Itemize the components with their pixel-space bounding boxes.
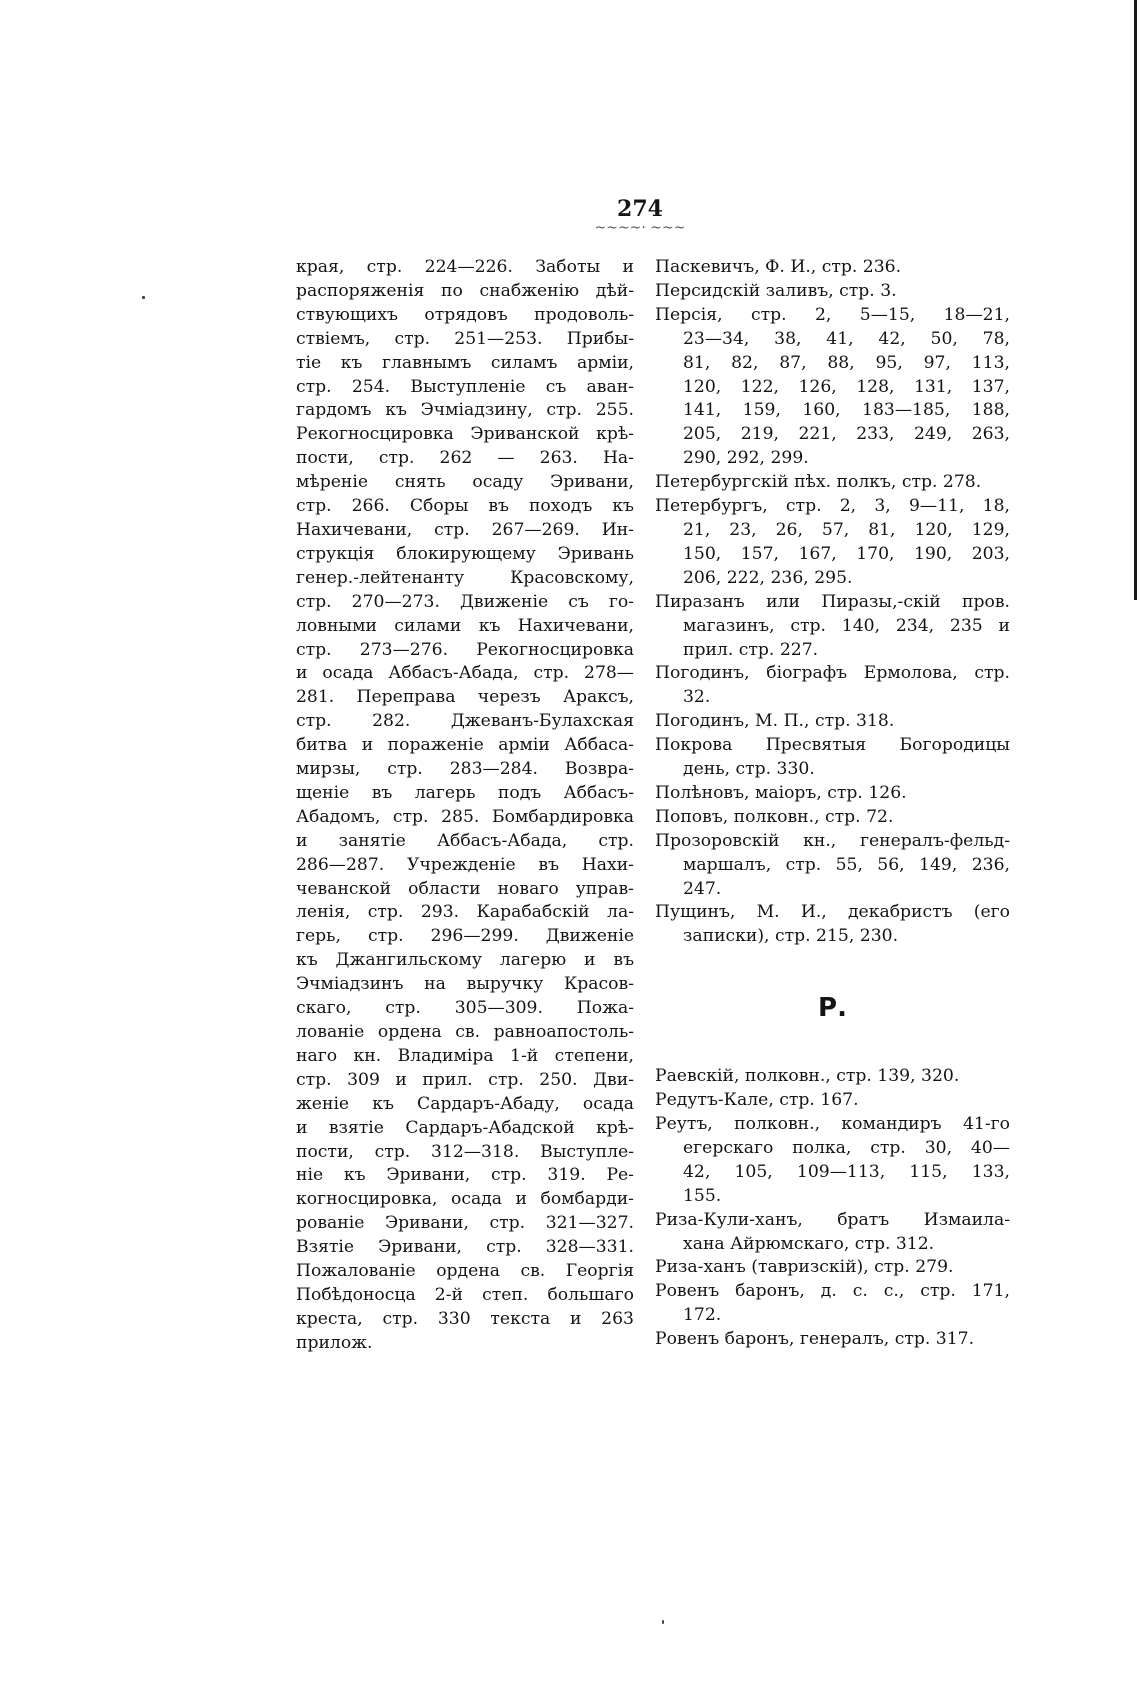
text-line: ствіемъ, стр. 251—253. Прибы-	[296, 328, 634, 349]
index-entry	[655, 591, 1010, 663]
index-entry	[655, 662, 1010, 710]
index-entry	[655, 256, 1010, 280]
index-entry-line: 141, 159, 160, 183—185, 188,	[683, 400, 1010, 421]
page-number: 274	[617, 196, 663, 222]
text-line: мирзы, стр. 283—284. Возвра-	[296, 759, 634, 780]
text-line: и взятіе Сардаръ-Абадской крѣ-	[296, 1117, 634, 1138]
text-line: женіе къ Сардаръ-Абаду, осада	[296, 1093, 634, 1114]
index-entry-line: Пиразанъ или Пиразы,-скій пров.	[655, 591, 1010, 612]
right-column	[655, 256, 1010, 1352]
index-entry-line: Погодинъ, М. П., стр. 318.	[655, 711, 895, 732]
text-line: стр. 266. Сборы въ походъ къ	[296, 496, 634, 517]
text-line: мѣреніе снять осаду Эривани,	[296, 472, 634, 493]
index-entry-line: 21, 23, 26, 57, 81, 120, 129,	[683, 519, 1010, 540]
text-line: тіе къ главнымъ силамъ арміи,	[296, 352, 634, 373]
index-entry	[655, 806, 1010, 830]
text-line: скаго, стр. 305—309. Пожа-	[296, 998, 634, 1019]
index-entry-line: егерскаго полка, стр. 30, 40—	[683, 1137, 1010, 1158]
section-letter: Р.	[818, 993, 847, 1024]
text-line: края, стр. 224—226. Заботы и	[296, 257, 634, 277]
text-line: Побѣдоносца 2-й степ. большаго	[296, 1284, 634, 1305]
index-entry	[655, 710, 1010, 734]
text-line: ствующихъ отрядовъ продоволь-	[296, 304, 634, 325]
index-entry-line: 32.	[683, 687, 711, 708]
index-entry-line: день, стр. 330.	[683, 759, 815, 780]
text-line: гардомъ къ Эчміадзину, стр. 255.	[296, 400, 634, 421]
index-entry-line: записки), стр. 215, 230.	[683, 926, 899, 947]
index-entry	[655, 830, 1010, 902]
left-column	[296, 256, 634, 1356]
index-entry	[655, 1089, 1010, 1113]
index-entry-line: Ровенъ баронъ, д. с. с., стр. 171,	[655, 1281, 1010, 1302]
index-entry	[655, 304, 1010, 471]
index-entry-line: Полѣновъ, маіоръ, стр. 126.	[655, 782, 907, 803]
page-edge-line	[1134, 0, 1137, 600]
index-entry-line: 150, 157, 167, 170, 190, 203,	[683, 543, 1010, 564]
text-line: лованіе ордена св. равноапостоль-	[296, 1022, 634, 1042]
index-entry-line: 120, 122, 126, 128, 131, 137,	[683, 376, 1010, 397]
index-entry-line: Пущинъ, М. И., декабристъ (его	[655, 902, 1010, 923]
text-line: и осада Аббасъ-Абада, стр. 278—	[296, 663, 634, 684]
text-line: щеніе въ лагерь подъ Аббасъ-	[296, 782, 634, 803]
text-line: стр. 270—273. Движеніе съ го-	[296, 591, 634, 612]
text-line: прилож.	[296, 1332, 373, 1353]
index-entry-line: 247.	[683, 878, 722, 899]
index-entry-line: Петербургскій пѣх. полкъ, стр. 278.	[655, 472, 982, 493]
index-entry	[655, 1256, 1010, 1280]
index-entry-line: Прозоровскій кн., генералъ-фельд-	[655, 830, 1010, 851]
index-entry	[655, 1328, 1010, 1352]
text-line: 286—287. Учрежденіе въ Нахи-	[296, 854, 634, 875]
index-entry-line: 290, 292, 299.	[683, 448, 809, 469]
index-entry-line: Петербургъ, стр. 2, 3, 9—11, 18,	[655, 496, 1010, 517]
index-entry	[655, 1280, 1010, 1328]
index-entry-line: 206, 222, 236, 295.	[683, 567, 853, 588]
text-line: наго кн. Владиміра 1-й степени,	[296, 1045, 634, 1066]
index-entry-line: Реутъ, полковн., командиръ 41-го	[655, 1114, 1010, 1134]
text-line: Эчміадзинъ на выручку Красов-	[296, 974, 634, 995]
index-entry	[655, 280, 1010, 304]
index-entry	[655, 734, 1010, 782]
text-line: Рекогносцировка Эриванской крѣ-	[296, 424, 634, 445]
ink-speck	[142, 296, 145, 299]
text-line: и занятіе Аббасъ-Абада, стр.	[296, 830, 634, 851]
index-entry-line: Ровенъ баронъ, генералъ, стр. 317.	[655, 1329, 975, 1350]
text-line: рованіе Эривани, стр. 321—327.	[296, 1213, 634, 1234]
index-entry-line: 81, 82, 87, 88, 95, 97, 113,	[683, 352, 1010, 373]
text-line: распоряженія по снабженію дѣй-	[296, 280, 634, 301]
ornament: ~~~~· ~~~	[594, 220, 686, 236]
index-entry-line: 205, 219, 221, 233, 249, 263,	[683, 424, 1010, 445]
text-line: пости, стр. 262 — 263. На-	[296, 448, 634, 469]
text-line: битва и пораженіе арміи Аббаса-	[296, 735, 634, 756]
text-line: ленія, стр. 293. Карабабскій ла-	[296, 902, 634, 923]
index-entry	[655, 1065, 1010, 1089]
index-entry-line: магазинъ, стр. 140, 234, 235 и	[683, 615, 1010, 636]
text-line: чеванской области новаго управ-	[296, 878, 634, 899]
text-line: креста, стр. 330 текста и 263	[296, 1308, 634, 1329]
index-entry-line: Персидскій заливъ, стр. 3.	[655, 280, 897, 301]
text-line: стр. 254. Выступленіе съ аван-	[296, 376, 634, 397]
index-entry	[655, 1113, 1010, 1209]
index-entry-line: Покрова Пресвятыя Богородицы	[655, 735, 1010, 756]
index-entry-line: 172.	[683, 1305, 722, 1326]
index-entry-line: 42, 105, 109—113, 115, 133,	[683, 1161, 1010, 1182]
text-line: когносцировка, осада и бомбарди-	[296, 1189, 634, 1210]
index-entry-line: прил. стр. 227.	[683, 639, 819, 660]
index-entry-line: маршалъ, стр. 55, 56, 149, 236,	[683, 854, 1010, 875]
index-entry-line: 155.	[683, 1185, 722, 1206]
text-line: Взятіе Эривани, стр. 328—331.	[296, 1237, 634, 1258]
index-entry-line: хана Айрюмскаго, стр. 312.	[683, 1233, 935, 1254]
text-line: ніе къ Эривани, стр. 319. Ре-	[296, 1165, 634, 1186]
index-entry	[655, 1209, 1010, 1257]
index-entry-line: Риза-Кули-ханъ, братъ Измаилa-	[655, 1209, 1010, 1230]
index-entry-line: Погодинъ, біографъ Ермолова, стр.	[655, 663, 1010, 684]
index-entry	[655, 471, 1010, 495]
section-spacer	[655, 1021, 1010, 1065]
text-line: Пожалованіе ордена св. Георгія	[296, 1261, 634, 1282]
text-line: ловными силами къ Нахичевани,	[296, 615, 634, 636]
index-entry-line: 23—34, 38, 41, 42, 50, 78,	[683, 328, 1010, 349]
index-entry-line: Раевскій, полковн., стр. 139, 320.	[655, 1066, 960, 1087]
index-entry-line: Риза-ханъ (тавризскій), стр. 279.	[655, 1257, 954, 1278]
text-line: герь, стр. 296—299. Движеніе	[296, 926, 634, 947]
ink-speck	[662, 1620, 664, 1624]
index-entry	[655, 901, 1010, 949]
section-spacer	[655, 949, 1010, 997]
index-entry	[655, 495, 1010, 591]
text-line: къ Джангильскому лагерю и въ	[296, 950, 634, 971]
text-line: Нахичевани, стр. 267—269. Ин-	[296, 519, 634, 540]
index-entry-line: Редутъ-Кале, стр. 167.	[655, 1090, 859, 1111]
index-entry	[655, 782, 1010, 806]
text-line: стр. 273—276. Рекогносцировка	[296, 639, 634, 660]
index-entry-line: Персія, стр. 2, 5—15, 18—21,	[655, 304, 1010, 325]
text-line: генер.-лейтенанту Красовскому,	[296, 567, 634, 588]
index-entry-line: Паскевичъ, Ф. И., стр. 236.	[655, 257, 902, 277]
text-line: пости, стр. 312—318. Выступле-	[296, 1141, 634, 1162]
index-entry-line: Поповъ, полковн., стр. 72.	[655, 806, 894, 827]
text-line: струкція блокирующему Эривань	[296, 543, 634, 564]
text-line: стр. 282. Джеванъ-Булахская	[296, 711, 634, 732]
text-line: Абадомъ, стр. 285. Бомбардировка	[296, 806, 634, 827]
text-line: 281. Переправа черезъ Араксъ,	[296, 687, 634, 708]
text-line: стр. 309 и прил. стр. 250. Дви-	[296, 1069, 634, 1090]
